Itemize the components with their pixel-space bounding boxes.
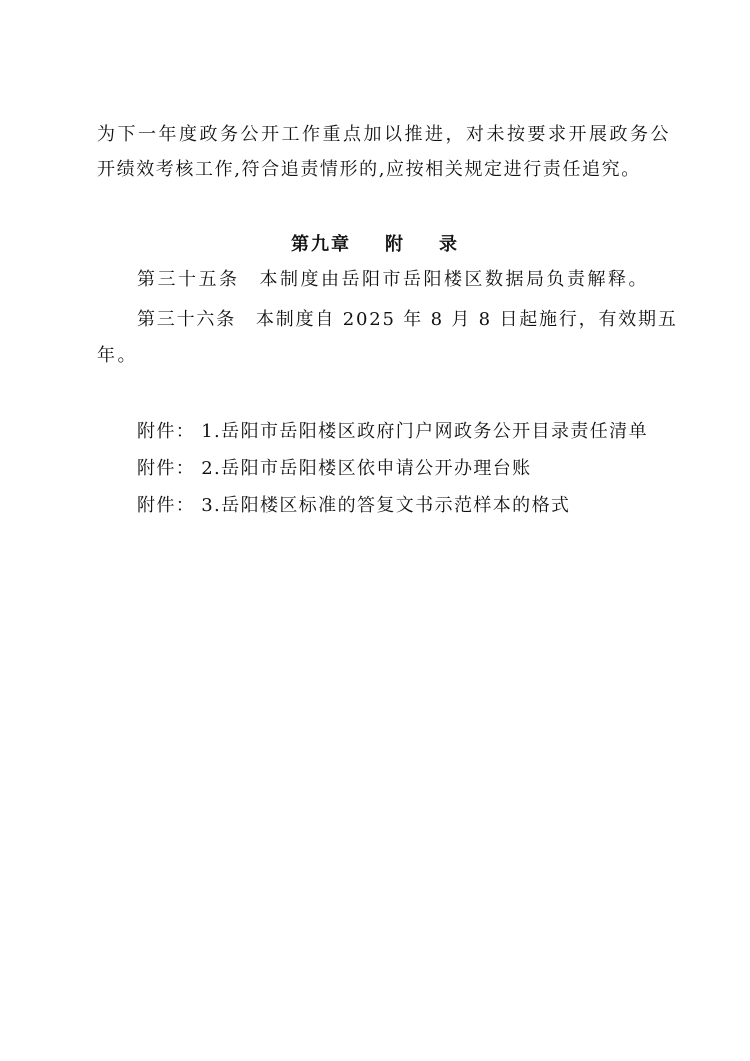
article-number: 第三十六条	[137, 309, 236, 330]
paragraph-line: 为下一年度政务公开工作重点加以推进，对未按要求开展政务公	[97, 124, 671, 145]
attachment-label: 附件：	[137, 421, 196, 442]
chapter-title-part: 附	[385, 234, 405, 255]
article-text-continued: 年。	[97, 345, 138, 366]
attachment-text: 3.岳阳楼区标准的答复文书示范样本的格式	[201, 495, 571, 516]
attachment-text: 2.岳阳市岳阳楼区依申请公开办理台账	[201, 458, 532, 479]
chapter-title-part: 录	[439, 234, 459, 255]
article-35	[137, 268, 649, 292]
attachment-label: 附件：	[137, 458, 196, 479]
article-text: 本制度由岳阳市岳阳楼区数据局负责解释。	[259, 269, 649, 290]
attachment-label: 附件：	[137, 495, 196, 516]
attachment-item	[137, 457, 532, 481]
attachment-item	[137, 494, 570, 518]
article-text: 本制度自 2025 年 8 月 8 日起施行，有效期五	[256, 309, 678, 330]
chapter-number: 第九章	[291, 234, 351, 255]
article-36	[137, 308, 678, 332]
attachment-text: 1.岳阳市岳阳楼区政府门户网政务公开目录责任清单	[201, 421, 648, 442]
chapter-heading	[0, 233, 750, 257]
paragraph-line: 开绩效考核工作,符合追责情形的,应按相关规定进行责任追究。	[97, 159, 641, 180]
article-number: 第三十五条	[137, 269, 240, 290]
attachment-item	[137, 420, 648, 444]
